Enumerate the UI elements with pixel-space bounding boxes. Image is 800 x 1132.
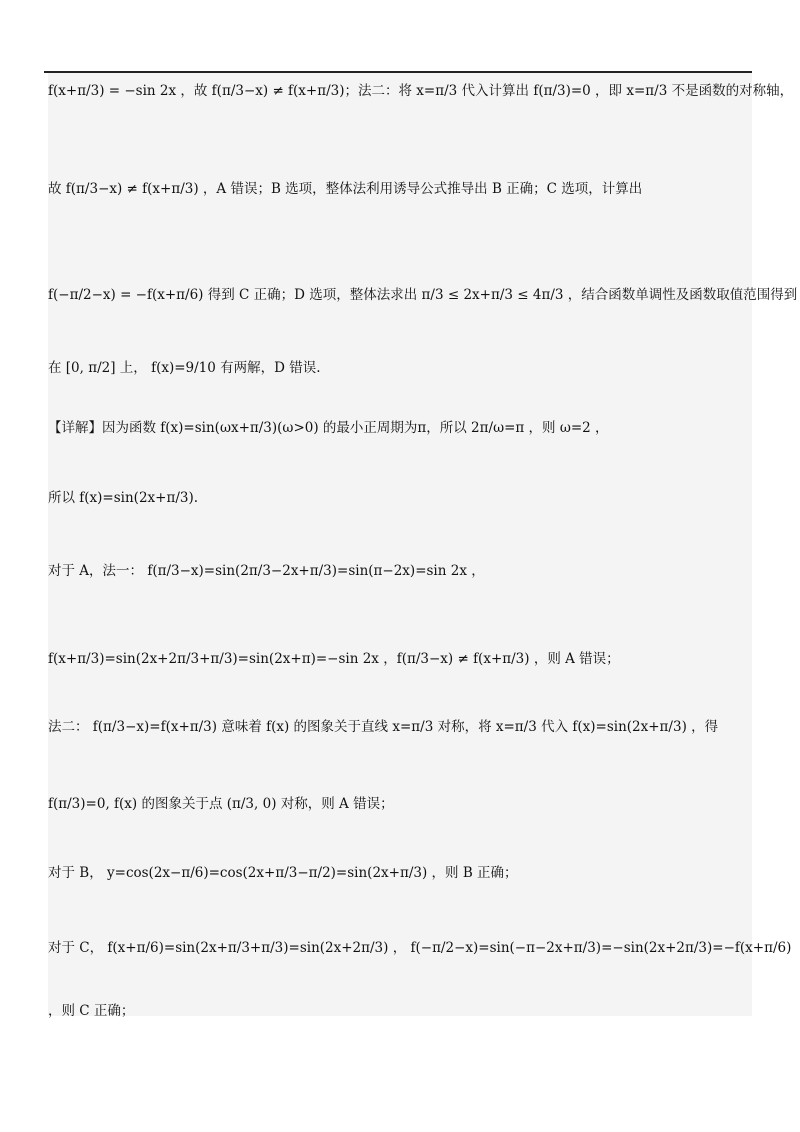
text-line-3-content: f(−π/2−x) = −f(x+π/6) 得到 C 正确；D 选项，整体法求出 π/3 ≤ 2x+π/3 ≤ 4π/3 ，结合函数单调性及函数取值范围得到 xyxy=(48,287,798,303)
text-line-4 xyxy=(48,357,752,379)
text-line-4-content: 在 [0, π/2] 上， f(x)=9/10 有两解，D 错误. xyxy=(48,360,321,376)
text-line-5-content: 【详解】因为函数 f(x)=sin(ωx+π/3)(ω>0) 的最小正周期为π，所以 2π/ω=π ，则 ω=2 ， xyxy=(48,420,609,436)
header-rule xyxy=(44,71,752,73)
text-line-2-content: 故 f(π/3−x) ≠ f(x+π/3) ，A 错误；B 选项，整体法利用诱导公式推导出 B 正确；C 选项，计算出 xyxy=(48,181,643,197)
text-line-8-content: f(x+π/3)=sin(2x+2π/3+π/3)=sin(2x+π)=−sin 2x ，f(π/3−x) ≠ f(x+π/3) ，则 A 错误； xyxy=(48,651,620,667)
text-line-1 xyxy=(48,80,794,102)
text-line-7 xyxy=(48,560,752,582)
text-line-7-content: 对于 A，法一： f(π/3−x)=sin(2π/3−2x+π/3)=sin(π−2x)=sin 2x ， xyxy=(48,563,485,579)
text-line-6-content: 所以 f(x)=sin(2x+π/3). xyxy=(48,490,199,506)
text-line-5 xyxy=(48,417,752,439)
text-line-3 xyxy=(48,284,798,306)
text-line-12 xyxy=(48,937,792,959)
text-line-9 xyxy=(48,716,752,738)
text-line-11-content: 对于 B， y=cos(2x−π/6)=cos(2x+π/3−π/2)=sin(2x+π/3) ，则 B 正确； xyxy=(48,865,518,881)
text-line-10-content: f(π/3)=0, f(x) 的图象关于点 (π/3, 0) 对称，则 A 错误； xyxy=(48,796,394,812)
text-line-2 xyxy=(48,178,752,200)
text-line-1-content: f(x+π/3) = −sin 2x ，故 f(π/3−x) ≠ f(x+π/3)；法二：将 x=π/3 代入计算出 f(π/3)=0 ，即 x=π/3 不是函数的对称轴， xyxy=(48,83,794,99)
text-line-10 xyxy=(48,793,752,815)
text-line-11 xyxy=(48,862,752,884)
text-line-13 xyxy=(48,1000,752,1022)
text-line-12-content: 对于 C， f(x+π/6)=sin(2x+π/3+π/3)=sin(2x+2π/3) ， f(−π/2−x)=sin(−π−2x+π/3)=−sin(2x+2π/3)=−f(x+π/6) xyxy=(48,940,792,956)
text-line-13-content: ，则 C 正确； xyxy=(48,1003,135,1019)
text-line-8 xyxy=(48,648,752,670)
text-line-6 xyxy=(48,487,752,509)
text-line-9-content: 法二： f(π/3−x)=f(x+π/3) 意味着 f(x) 的图象关于直线 x=π/3 对称，将 x=π/3 代入 f(x)=sin(2x+π/3) ，得 xyxy=(48,719,719,735)
